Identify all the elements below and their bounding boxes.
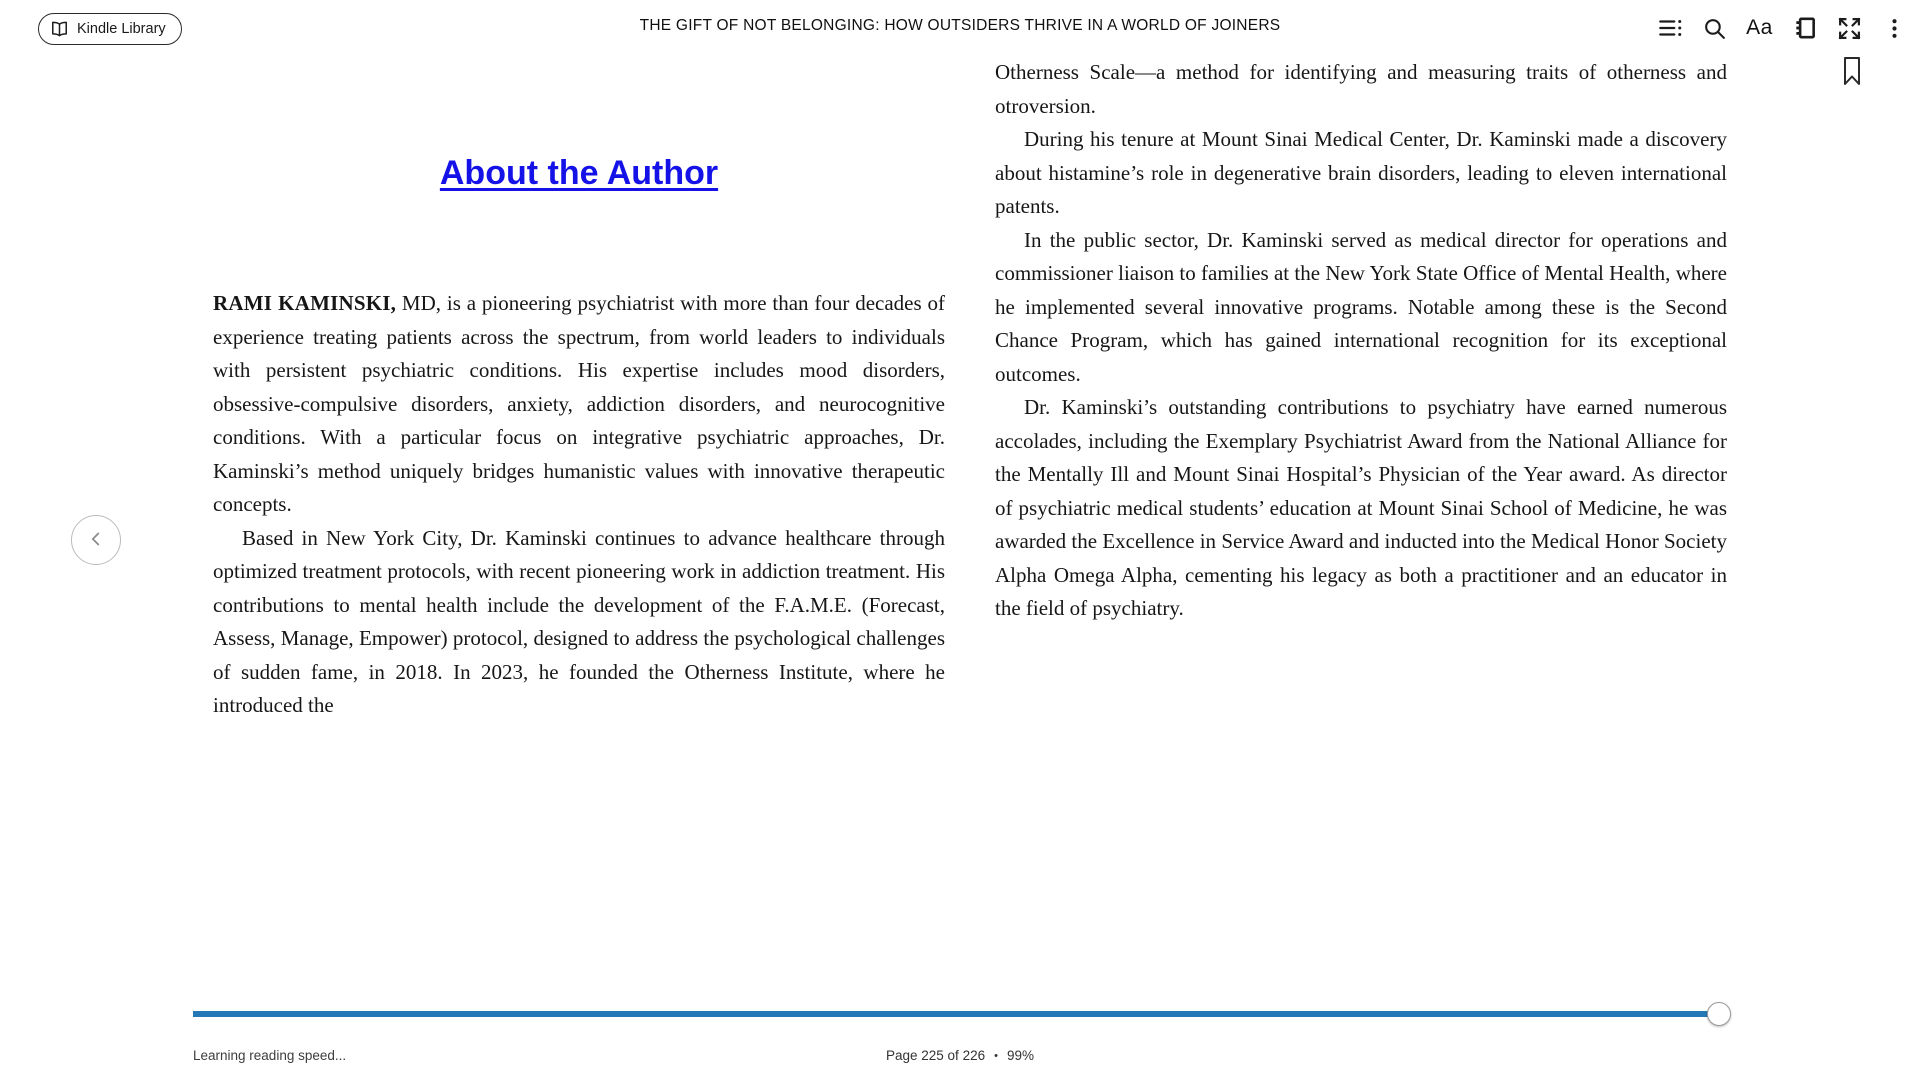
- chapter-heading: About the Author: [439, 154, 719, 192]
- book-title: THE GIFT OF NOT BELONGING: HOW OUTSIDERS THRIVE IN A WORLD OF JOINERS: [639, 17, 1281, 34]
- fullscreen-button[interactable]: [1827, 10, 1872, 46]
- font-settings-button[interactable]: [1737, 10, 1782, 46]
- toc-button[interactable]: [1647, 10, 1692, 46]
- page-number-label: Page 225 of 226: [886, 1048, 986, 1063]
- overflow-menu-icon: [1882, 16, 1907, 41]
- paragraph: Based in New York City, Dr. Kaminski continues to advance healthcare through optimized treatment protocols, with recent pioneering work in addiction treatment. His contributions to mental health include the development of the F.A.M.E. (Forecast, Assess, Manage, Empower) protocol, designed to address the psychological challenges of sudden fame, in 2018. In 2023, he founded the Otherness Institute, where he introduced the: [213, 525, 945, 717]
- search-icon: [1702, 16, 1727, 41]
- reading-speed-status: Learning reading speed...: [193, 1048, 347, 1063]
- paragraph: RAMI KAMINSKI, MD, is a pioneering psychiatrist with more than four decades of experience treating patients across the spectrum, from world leaders to individuals with persistent psychiatric conditions. His expertise includes mood disorders, obsessive-compulsive disorders, anxiety, addiction disorders, and neurocognitive conditions. With a particular focus on integrative psychiatric approaches, Dr. Kaminski’s method uniquely bridges humanistic values with innovative therapeutic concepts.: [213, 291, 945, 516]
- page-info: [0, 1048, 1920, 1063]
- toc-icon: [1657, 15, 1683, 41]
- kindle-library-label: Kindle Library: [77, 21, 166, 37]
- page-layout-icon: [1792, 15, 1818, 41]
- fullscreen-icon: [1837, 16, 1862, 41]
- bookmark-icon: [1841, 74, 1863, 89]
- open-book-icon: [50, 20, 69, 39]
- paragraph: Dr. Kaminski’s outstanding contributions to psychiatry have earned numerous accolades, including the Exemplary Psychiatrist Award from the National Alliance for the Mentally Ill and Mount Sinai Hospital’s Physician of the Year award. As director of psychiatric medical students’ education at Mount Sinai School of Medicine, he was awarded the Excellence in Service Award and inducted into the Medical Honor Society Alpha Omega Alpha, cementing his legacy as both a practitioner and an educator in the field of psychiatry.: [995, 395, 1727, 620]
- page-layout-button[interactable]: [1782, 10, 1827, 46]
- font-settings-icon: Aa: [1746, 16, 1773, 39]
- bookmark-button[interactable]: [1841, 56, 1863, 89]
- previous-page-button[interactable]: [71, 515, 121, 565]
- progress-fill: [193, 1011, 1719, 1017]
- toolbar-icons: [1647, 10, 1917, 46]
- paragraph: In the public sector, Dr. Kaminski served as medical director for operations and commissioner liaison to families at the New York State Office of Mental Health, where he implemented several innovative programs. Notable among these is the Second Chance Program, which has gained international recognition for its exceptional outcomes.: [995, 227, 1727, 386]
- percent-label: 99%: [1006, 1048, 1034, 1063]
- left-column: [213, 56, 945, 723]
- progress-slider-track[interactable]: [193, 1011, 1734, 1017]
- author-name-bold: RAMI KAMINSKI,: [213, 291, 397, 315]
- separator-dot: •: [994, 1050, 998, 1062]
- top-bar: [0, 0, 1920, 52]
- paragraph: During his tenure at Mount Sinai Medical Center, Dr. Kaminski made a discovery about histamine’s role in degenerative brain disorders, leading to eleven international patents.: [995, 127, 1727, 218]
- search-button[interactable]: [1692, 10, 1737, 46]
- right-column: [995, 56, 1727, 626]
- chevron-left-icon: [85, 528, 107, 553]
- progress-slider-handle[interactable]: [1707, 1002, 1731, 1026]
- paragraph: Otherness Scale—a method for identifying and measuring traits of otherness and otroversion.: [995, 60, 1727, 118]
- overflow-menu-button[interactable]: [1872, 10, 1917, 46]
- kindle-library-button[interactable]: [38, 13, 182, 45]
